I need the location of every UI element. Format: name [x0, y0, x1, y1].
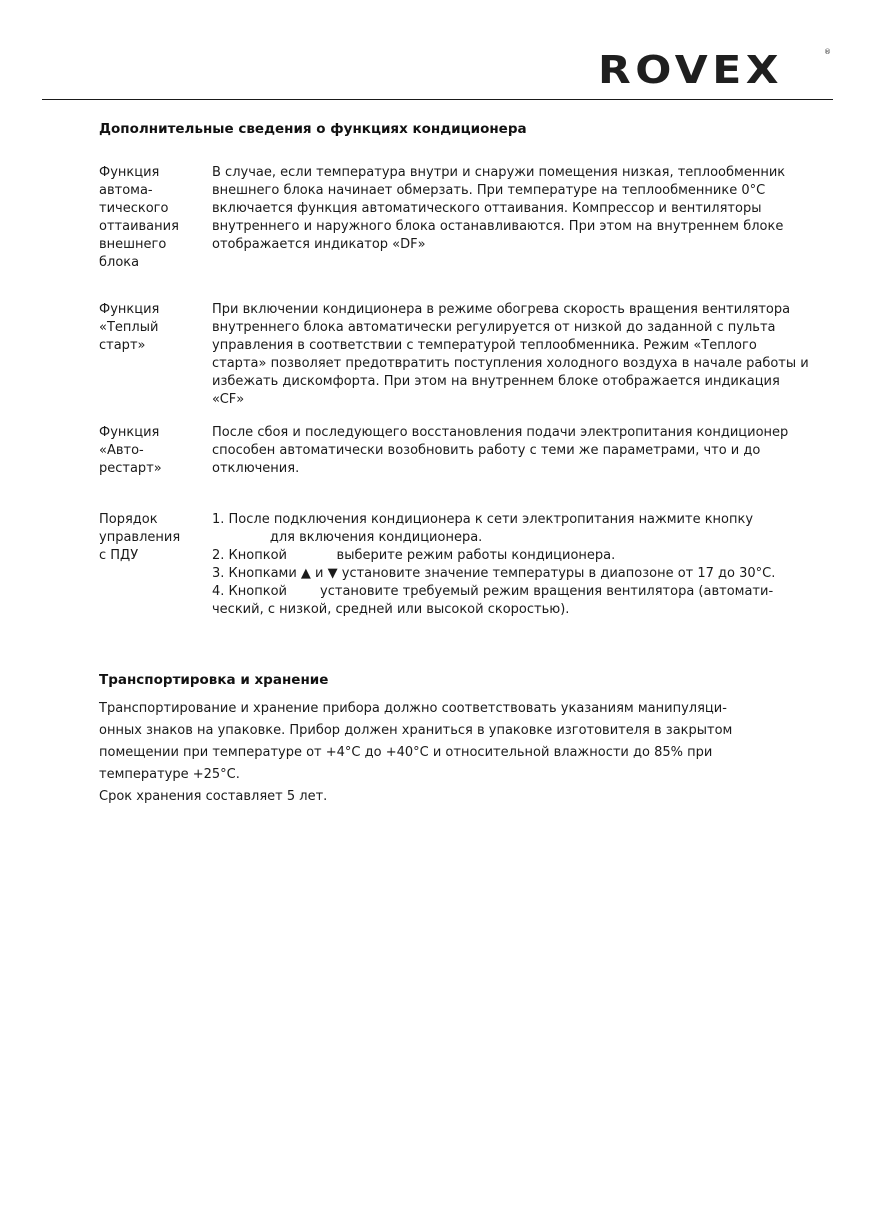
step-line: 3. Кнопками ▲ и ▼ установите значение температуры в диапозоне от 17 до 30°С. — [212, 566, 776, 581]
step-line: ческий, с низкой, средней или высокой скоростью). — [212, 602, 570, 617]
paragraph-line: онных знаков на упаковке. Прибор должен храниться в упаковке изготовителя в закрытом — [99, 723, 733, 738]
desc-line: В случае, если температура внутри и снаружи помещения низкая, теплообменник — [212, 165, 786, 180]
desc-line: избежать дискомфорта. При этом на внутреннем блоке отображается индикация — [212, 374, 780, 389]
header-divider — [42, 99, 833, 100]
function-label-warm-start: Функция «Теплый старт» — [99, 302, 160, 353]
function-desc-warm-start — [212, 301, 809, 409]
registered-mark: ® — [824, 48, 831, 56]
function-desc-auto-restart — [212, 424, 789, 478]
desc-line: старта» позволяет предотвратить поступления холодного воздуха в начале работы и — [212, 356, 809, 371]
paragraph-line: Транспортирование и хранение прибора должно соответствовать указаниям манипуляци- — [99, 701, 727, 716]
desc-line: При включении кондиционера в режиме обогрева скорость вращения вентилятора — [212, 302, 791, 317]
desc-line: внешнего блока начинает обмерзать. При температуре на теплообменнике 0°С — [212, 183, 766, 198]
desc-line: После сбоя и последующего восстановления подачи электропитания кондиционер — [212, 425, 789, 440]
remote-control-steps — [212, 511, 782, 619]
desc-line: отключения. — [212, 461, 300, 476]
paragraph-line: помещении при температуре от +4°С до +40°С и относительной влажности до 85% при — [99, 745, 713, 760]
transport-section-title: Транспортировка и хранение — [99, 672, 329, 688]
function-label-auto-restart: Функция «Авто- рестарт» — [99, 425, 162, 476]
desc-line: отображается индикатор «DF» — [212, 237, 426, 252]
desc-line: внутреннего блока автоматически регулируется от низкой до заданной с пульта — [212, 320, 776, 335]
transport-paragraph — [99, 698, 759, 808]
function-desc-defrost — [212, 164, 786, 254]
function-label-remote: Порядок управления с ПДУ — [99, 512, 181, 563]
desc-line: способен автоматически возобновить работу с теми же параметрами, что и до — [212, 443, 761, 458]
step-line: для включения кондиционера. — [212, 530, 483, 545]
desc-line: внутреннего и наружного блока останавливаются. При этом на внутреннем блоке — [212, 219, 784, 234]
step-line: 1. После подключения кондиционера к сети электропитания нажмите кнопку — [212, 512, 754, 527]
paragraph-line: Срок хранения составляет 5 лет. — [99, 789, 328, 804]
step-line: 4. Кнопкой установите требуемый режим вращения вентилятора (автомати- — [212, 584, 774, 599]
step-line: 2. Кнопкой выберите режим работы кондиционера. — [212, 548, 616, 563]
function-label-defrost: Функция автома- тического оттаивания внешнего блока — [99, 165, 179, 270]
desc-line: управления в соответствии с температурой теплообменника. Режим «Теплого — [212, 338, 757, 353]
desc-line: включается функция автоматического оттаивания. Компрессор и вентиляторы — [212, 201, 762, 216]
brand-logo — [598, 48, 830, 92]
brand-logo-text: ROVEX — [598, 48, 784, 92]
desc-line: «CF» — [212, 392, 245, 407]
functions-section-title: Дополнительные сведения о функциях кондиционера — [99, 121, 527, 137]
paragraph-line: температуре +25°С. — [99, 767, 240, 782]
